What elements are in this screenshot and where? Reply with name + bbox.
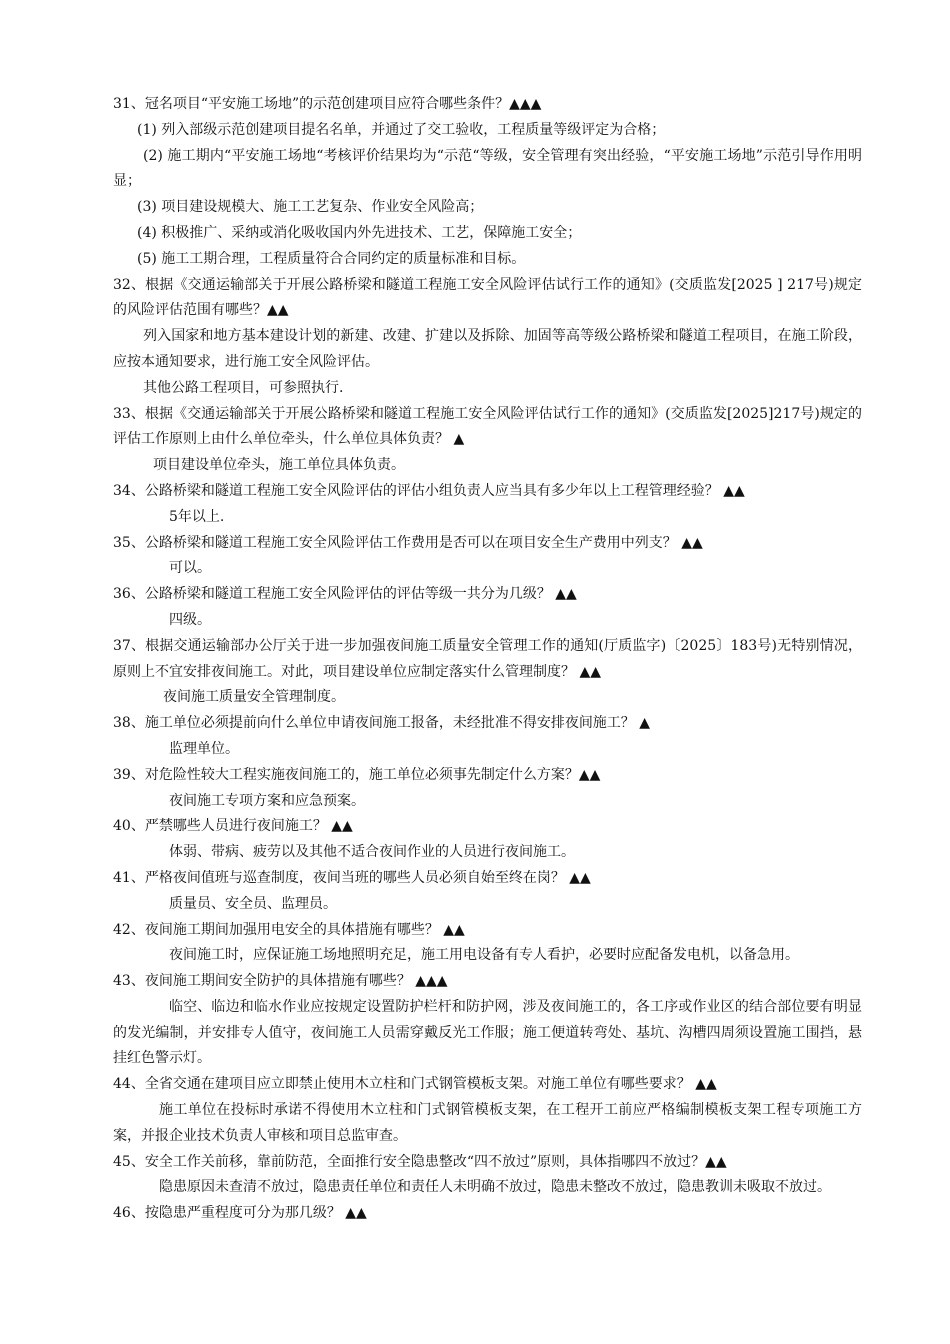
- question-40: 40、严禁哪些人员进行夜间施工？ ▲▲: [113, 818, 353, 835]
- answer-38: 监理单位。: [169, 740, 239, 757]
- condition-2: (2) 施工期内“平安施工场地“考核评价结果均为“示范“等级，安全管理有突出经验，“平安施工场地”示范引导作用明显；: [113, 147, 862, 190]
- answer-45: 隐患原因未查清不放过，隐患责任单位和责任人未明确不放过，隐患未整改不放过，隐患教训未吸取不放过。: [159, 1179, 831, 1196]
- answer-34: 5年以上.: [169, 508, 225, 525]
- question-41: 41、严格夜间值班与巡查制度，夜间当班的哪些人员必须自始至终在岗？ ▲▲: [113, 869, 591, 886]
- question-31: 31、冠名项目“平安施工场地”的示范创建项目应符合哪些条件？▲▲▲: [113, 96, 542, 112]
- condition-3: (3) 项目建设规模大、施工工艺复杂、作业安全风险高；: [137, 199, 484, 216]
- question-36: 36、公路桥梁和隧道工程施工安全风险评估的评估等级一共分为几级？ ▲▲: [113, 586, 577, 603]
- condition-4: (4) 积极推广、采纳或消化吸收国内外先进技术、工艺，保障施工安全；: [137, 224, 582, 241]
- question-35: 35、公路桥梁和隧道工程施工安全风险评估工作费用是否可以在项目安全生产费用中列支？ ▲▲: [113, 534, 703, 551]
- question-43: 43、夜间施工期间安全防护的具体措施有哪些？ ▲▲▲: [113, 973, 448, 990]
- question-37: 37、根据交通运输部办公厅关于进一步加强夜间施工质量安全管理工作的通知(厅质监字)〔2025〕183号)无特别情况，原则上不宜安排夜间施工。对此，项目建设单位应制定落实什么管理制度？ ▲▲: [113, 637, 862, 680]
- answer-35: 可以。: [169, 560, 211, 577]
- question-33: 33、根据《交通运输部关于开展公路桥梁和隧道工程施工安全风险评估试行工作的通知》(交质监发[2025]217号)规定的评估工作原则上由什么单位牵头，什么单位具体负责？ ▲: [113, 405, 862, 448]
- condition-1: (1) 列入部级示范创建项目提名名单，并通过了交工验收，工程质量等级评定为合格；: [137, 121, 666, 138]
- answer-42: 夜间施工时，应保证施工场地照明充足，施工用电设备有专人看护，必要时应配备发电机，以备急用。: [169, 947, 799, 964]
- question-39: 39、对危险性较大工程实施夜间施工的，施工单位必须事先制定什么方案？▲▲: [113, 766, 601, 783]
- question-44: 44、全省交通在建项目应立即禁止使用木立柱和门式钢管模板支架。对施工单位有哪些要求？ ▲▲: [113, 1076, 717, 1093]
- answer-37: 夜间施工质量安全管理制度。: [163, 689, 345, 706]
- question-34: 34、公路桥梁和隧道工程施工安全风险评估的评估小组负责人应当具有多少年以上工程管理经验？ ▲▲: [113, 482, 745, 499]
- answer-39: 夜间施工专项方案和应急预案。: [169, 792, 365, 809]
- answer-40: 体弱、带病、疲劳以及其他不适合夜间作业的人员进行夜间施工。: [169, 844, 575, 861]
- answer-32-b: 其他公路工程项目，可参照执行.: [143, 379, 344, 396]
- answer-33: 项目建设单位牵头，施工单位具体负责。: [153, 457, 405, 474]
- question-46: 46、按隐患严重程度可分为那几级？ ▲▲: [113, 1205, 367, 1222]
- condition-5: (5) 施工工期合理，工程质量符合合同约定的质量标准和目标。: [137, 250, 526, 267]
- answer-41: 质量员、安全员、监理员。: [169, 895, 337, 912]
- answer-43: 临空、临边和临水作业应按规定设置防护栏杆和防护网，涉及夜间施工的，各工序或作业区的结合部位要有明显的发光编制，并安排专人值守，夜间施工人员需穿戴反光工作服；施工便道转弯处、基坑、沟槽四周须设置施工围挡，悬挂红色警示灯。: [113, 998, 862, 1067]
- answer-32-a: 列入国家和地方基本建设计划的新建、改建、扩建以及拆除、加固等高等级公路桥梁和隧道工程项目，在施工阶段，应按本通知要求，进行施工安全风险评估。: [113, 328, 862, 370]
- answer-36: 四级。: [169, 611, 211, 628]
- question-32: 32、根据《交通运输部关于开展公路桥梁和隧道工程施工安全风险评估试行工作的通知》(交质监发[2025 ] 217号)规定的风险评估范围有哪些？▲▲: [113, 276, 862, 319]
- question-45: 45、安全工作关前移，靠前防范，全面推行安全隐患整改“四不放过”原则，具体指哪四不放过？▲▲: [113, 1153, 727, 1170]
- answer-44: 施工单位在投标时承诺不得使用木立柱和门式钢管模板支架，在工程开工前应严格编制模板支架工程专项施工方案，并报企业技术负责人审核和项目总监审查。: [113, 1102, 862, 1144]
- question-42: 42、夜间施工期间加强用电安全的具体措施有哪些？ ▲▲: [113, 921, 465, 938]
- question-38: 38、施工单位必须提前向什么单位申请夜间施工报备，未经批准不得安排夜间施工？ ▲: [113, 715, 651, 732]
